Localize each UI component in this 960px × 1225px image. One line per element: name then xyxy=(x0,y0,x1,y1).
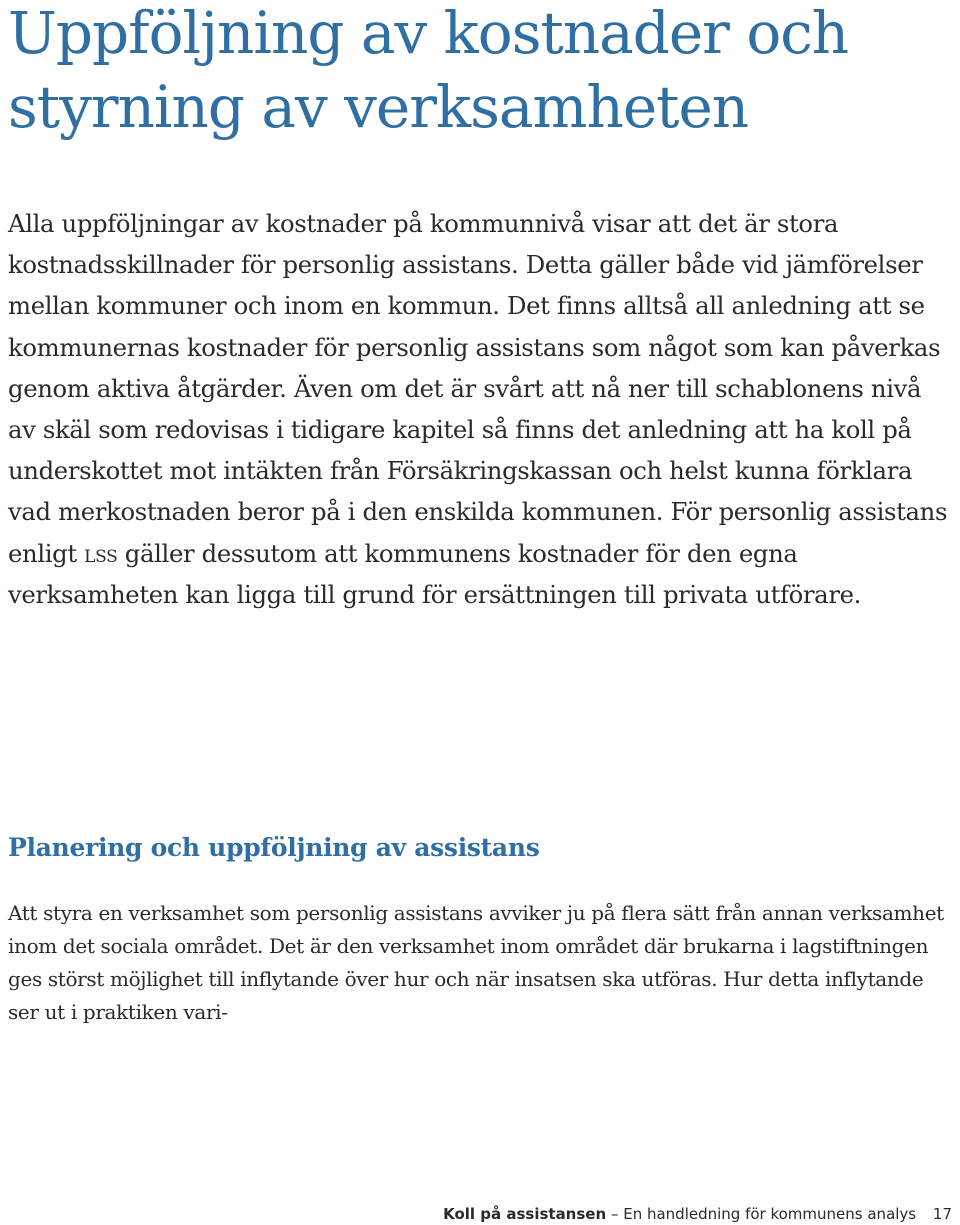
section-paragraph: Att styra en verksamhet som personlig assistans avviker ju på flera sätt från annan verksamhet inom det sociala området. Det är den verksamhet inom området där brukarna i lagstiftningen ges störst möjlighet till inflytande över hur och när insatsen ska utföras. Hur detta inflytande ser ut i praktiken vari- xyxy=(8,901,944,1024)
footer-subtitle: En handledning för kommunens analys xyxy=(623,1205,917,1223)
footer-dash: – xyxy=(610,1205,619,1223)
section-heading: Planering och uppföljning av assistans xyxy=(8,833,540,862)
footer-publication-title: Koll på assistansen xyxy=(443,1205,607,1223)
page-footer xyxy=(443,1203,952,1225)
intro-text-start: Alla uppföljningar av kostnader på kommunnivå visar att det är stora kostnadsskillnader för personlig assistans. Detta gäller både vid jämförelser mellan kommuner och inom en kommun. Det finns alltså all anledning att se kommunernas kostnader för personlig assistans som något som kan påverkas genom aktiva åtgärder. Även om det är svårt att nå ner till schablonens nivå av skäl som redovisas i tidigare kapitel så finns det anledning att ha koll på underskottet mot intäkten från Försäkringskassan och helst kunna förklara vad merkostnaden beror på i den enskilda kommunen. För personlig assistans enligt xyxy=(8,209,948,568)
lss-abbreviation: lss xyxy=(84,538,118,568)
page-title: Uppföljning av kostnader och styrning av verksamheten xyxy=(8,0,849,141)
intro-text-end: gäller dessutom att kommunens kostnader för den egna verksamheten kan ligga till grund för ersättningen till privata utförare. xyxy=(8,538,861,609)
intro-paragraph xyxy=(8,203,948,615)
page-number: 17 xyxy=(932,1205,952,1223)
